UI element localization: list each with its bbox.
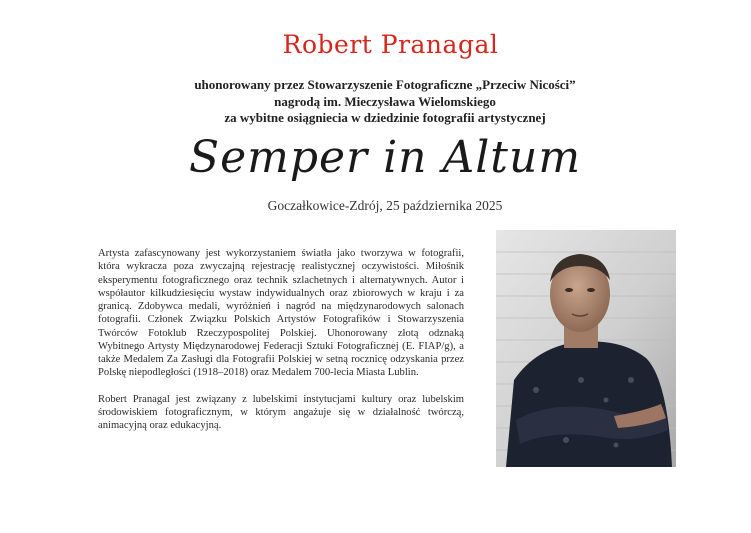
page-title: Robert Pranagal xyxy=(282,30,499,59)
place-date: Goczałkowice-Zdrój, 25 października 2025 xyxy=(267,198,503,213)
biography xyxy=(98,247,464,445)
honor-line: za wybitne osiągniecia w dziedzinie fotografii artystycznej xyxy=(224,110,546,125)
honor-statement xyxy=(0,77,751,127)
bio-paragraph: Robert Pranagal jest związany z lubelskimi instytucjami kultury oraz lubelskim środowiskiem fotograficznym, w którym angażuje się w działalność twórczą, animacyjną oraz edukacyjną. xyxy=(98,393,464,431)
motto: Semper in Altum xyxy=(188,132,582,183)
honor-line: nagrodą im. Mieczysława Wielomskiego xyxy=(274,93,496,109)
honor-line: uhonorowany przez Stowarzyszenie Fotograficzne „Przeciw Nicości” xyxy=(194,77,576,92)
portrait-photo xyxy=(496,230,676,467)
bio-paragraph: Artysta zafascynowany jest wykorzystaniem światła jako tworzywa w fotografii, która wykracza poza zwyczajną rejestrację realistycznej oczywistości. Miłośnik eksperymentu fotograficznego oraz technik szlachetnych i alternatywnych. Autor i współautor kilkudziesięciu wystaw indywidualnych oraz zbiorowych w kraju i za granicą. Zdobywca medali, wyróżnień i nagród na międzynarodowych salonach fotografii. Członek Związku Polskich Artystów Fotografików i Stowarzyszenia Twórców Fotoklub Rzeczypospolitej Polskiej. Uhonorowany złotą odznaką Wybitnego Artysty Międzynarodowej Federacji Sztuki Fotograficznej (E. FIAP/g), a także Medalem Za Zasługi dla Fotografii Polskiej w setną rocznicę odzyskania przez Polskę niepodległości (1918–2018) oraz Medalem 700-lecia Miasta Lublin. xyxy=(98,248,464,379)
